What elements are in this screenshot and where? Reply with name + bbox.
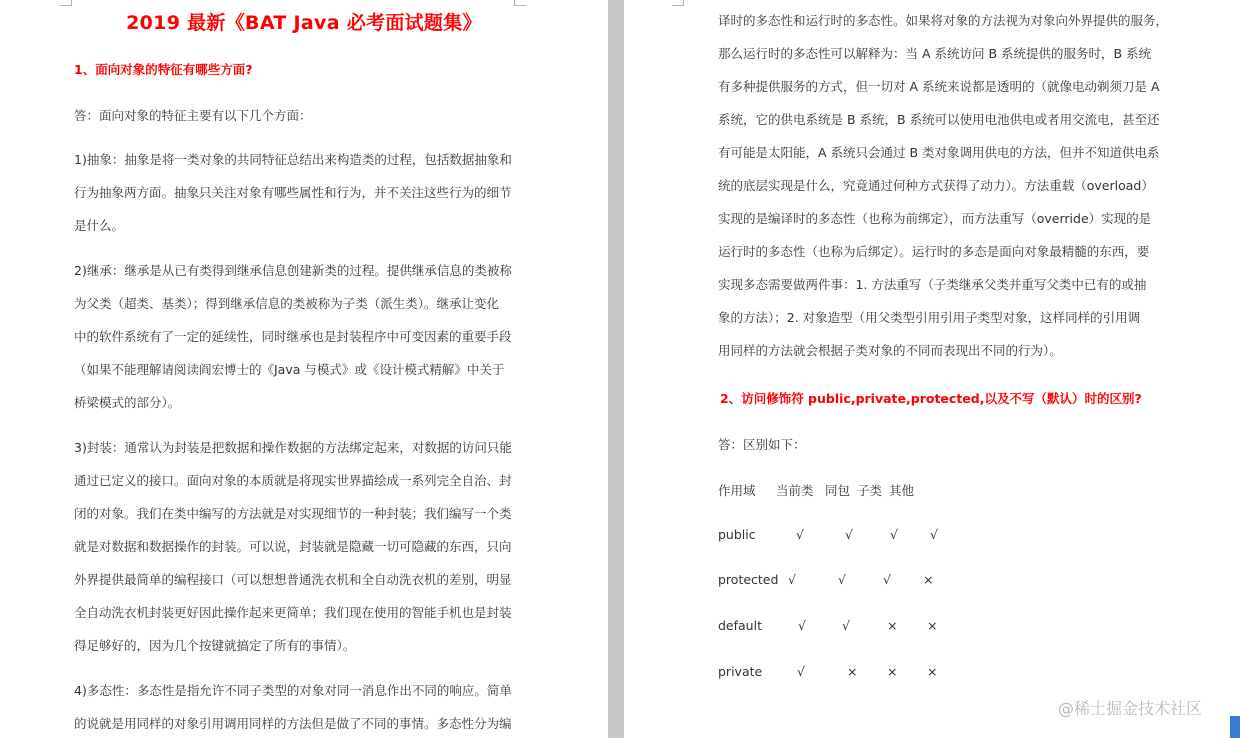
table-header-cell: 同包: [825, 483, 851, 498]
table-cell: √: [798, 618, 806, 633]
text-line: 3)封装：通常认为封装是把数据和操作数据的方法绑定起来，对数据的访问只能: [74, 440, 512, 455]
text-line: （如果不能理解请阅读阎宏博士的《Java 与模式》或《设计模式精解》中关于: [74, 362, 505, 377]
table-cell: ×: [927, 664, 938, 679]
text-line: 外界提供最简单的编程接口（可以想想普通洗衣机和全自动洗衣机的差别，明显: [74, 572, 512, 587]
table-cell: √: [930, 527, 938, 542]
text-line: 就是对数据和数据操作的封装。可以说，封装就是隐藏一切可隐藏的东西，只向: [74, 539, 512, 554]
text-line: 的说就是用同样的对象引用调用同样的方法但是做了不同的事情。多态性分为编: [74, 716, 512, 731]
table-cell: ×: [887, 618, 898, 633]
paragraph-inheritance: [74, 254, 522, 419]
text-line: 为父类（超类、基类）；得到继承信息的类被称为子类（派生类）。继承让变化: [74, 296, 500, 311]
table-header-cell: 子类: [857, 483, 883, 498]
page-corner-mark: [514, 0, 526, 6]
answer-intro-q1: 答：面向对象的特征主要有以下几个方面：: [74, 108, 312, 123]
table-cell: ×: [923, 572, 934, 587]
table-cell: √: [838, 572, 846, 587]
text-line: 那么运行时的多态性可以解释为：当 A 系统访问 B 系统提供的服务时，B 系统: [718, 46, 1152, 61]
text-line: 用同样的方法就会根据子类对象的不同而表现出不同的行为）。: [718, 343, 1062, 358]
text-line: 行为抽象两方面。抽象只关注对象有哪些属性和行为，并不关注这些行为的细节: [74, 185, 512, 200]
text-line: 是什么。: [74, 218, 125, 233]
watermark: @稀土掘金技术社区: [1058, 699, 1203, 718]
table-row-label: private: [718, 664, 763, 679]
table-row-label: public: [718, 527, 756, 542]
table-cell: √: [842, 618, 850, 633]
text-line: 运行时的多态性（也称为后绑定）。运行时的多态是面向对象最精髓的东西，要: [718, 244, 1150, 259]
text-line: 1)抽象：抽象是将一类对象的共同特征总结出来构造类的过程，包括数据抽象和: [74, 152, 512, 167]
text-line: 桥梁模式的部分）。: [74, 395, 181, 410]
table-row-label: default: [718, 618, 762, 633]
table-row-label: protected: [718, 572, 779, 587]
document-title: 2019 最新《BAT Java 必考面试题集》: [126, 12, 482, 34]
text-line: 中的软件系统有了一定的延续性，同时继承也是封装程序中可变因素的重要手段: [74, 329, 512, 344]
text-line: 通过已定义的接口。面向对象的本质就是将现实世界描绘成一系列完全自治、封: [74, 473, 512, 488]
text-line: 全自动洗衣机封装更好因此操作起来更简单；我们现在使用的智能手机也是封装: [74, 605, 512, 620]
table-cell: √: [845, 527, 853, 542]
text-line: 实现的是编译时的多态性（也称为前绑定），而方法重写（override）实现的是: [718, 211, 1152, 226]
text-line: 2)继承：继承是从已有类得到继承信息创建新类的过程。提供继承信息的类被称: [74, 263, 512, 278]
corner-widget-icon: [1230, 716, 1240, 738]
text-line: 闭的对象。我们在类中编写的方法就是对实现细节的一种封装；我们编写一个类: [74, 506, 512, 521]
paragraph-abstraction: [74, 143, 522, 242]
text-line: 得足够好的，因为几个按键就搞定了所有的事情）。: [74, 638, 356, 653]
text-line: 实现多态需要做两件事：1. 方法重写（子类继承父类并重写父类中已有的或抽: [718, 277, 1147, 292]
paragraph-encapsulation: [74, 431, 522, 662]
text-line: 译时的多态性和运行时的多态性。如果将对象的方法视为对象向外界提供的服务，: [718, 13, 1169, 28]
question-1-heading: 1、面向对象的特征有哪些方面?: [74, 62, 253, 77]
table-cell: √: [890, 527, 898, 542]
table-cell: √: [796, 527, 804, 542]
table-header-cell: 当前类: [776, 483, 814, 498]
answer-intro-q2: 答：区别如下：: [718, 437, 806, 452]
text-line: 有可能是太阳能，A 系统只会通过 B 类对象调用供电的方法，但并不知道供电系: [718, 145, 1160, 160]
text-line: 统的底层实现是什么，究竟通过何种方式获得了动力）。方法重载（overload）: [718, 178, 1154, 193]
table-cell: √: [797, 664, 805, 679]
table-cell: ×: [887, 664, 898, 679]
page-corner-mark: [60, 0, 72, 6]
paragraph-polymorphism: [74, 674, 522, 738]
question-2-heading: 2、访问修饰符 public,private,protected,以及不写（默认）时的区别?: [720, 391, 1142, 406]
table-header-cell: 作用域: [718, 483, 756, 498]
page-gutter: [608, 0, 624, 738]
table-cell: √: [883, 572, 891, 587]
table-header-cell: 其他: [889, 483, 915, 498]
text-line: 系统，它的供电系统是 B 系统，B 系统可以使用电池供电或者用交流电，甚至还: [718, 112, 1160, 127]
text-line: 象的方法）；2. 对象造型（用父类型引用引用子类型对象，这样同样的引用调: [718, 310, 1141, 325]
paragraph-polymorphism-continued: [718, 4, 1170, 367]
table-cell: ×: [927, 618, 938, 633]
page-corner-mark: [672, 0, 684, 6]
table-cell: √: [788, 572, 796, 587]
table-cell: ×: [847, 664, 858, 679]
text-line: 有多种提供服务的方式，但一切对 A 系统来说都是透明的（就像电动剃须刀是 A: [718, 79, 1160, 94]
text-line: 4)多态性：多态性是指允许不同子类型的对象对同一消息作出不同的响应。简单: [74, 683, 512, 698]
